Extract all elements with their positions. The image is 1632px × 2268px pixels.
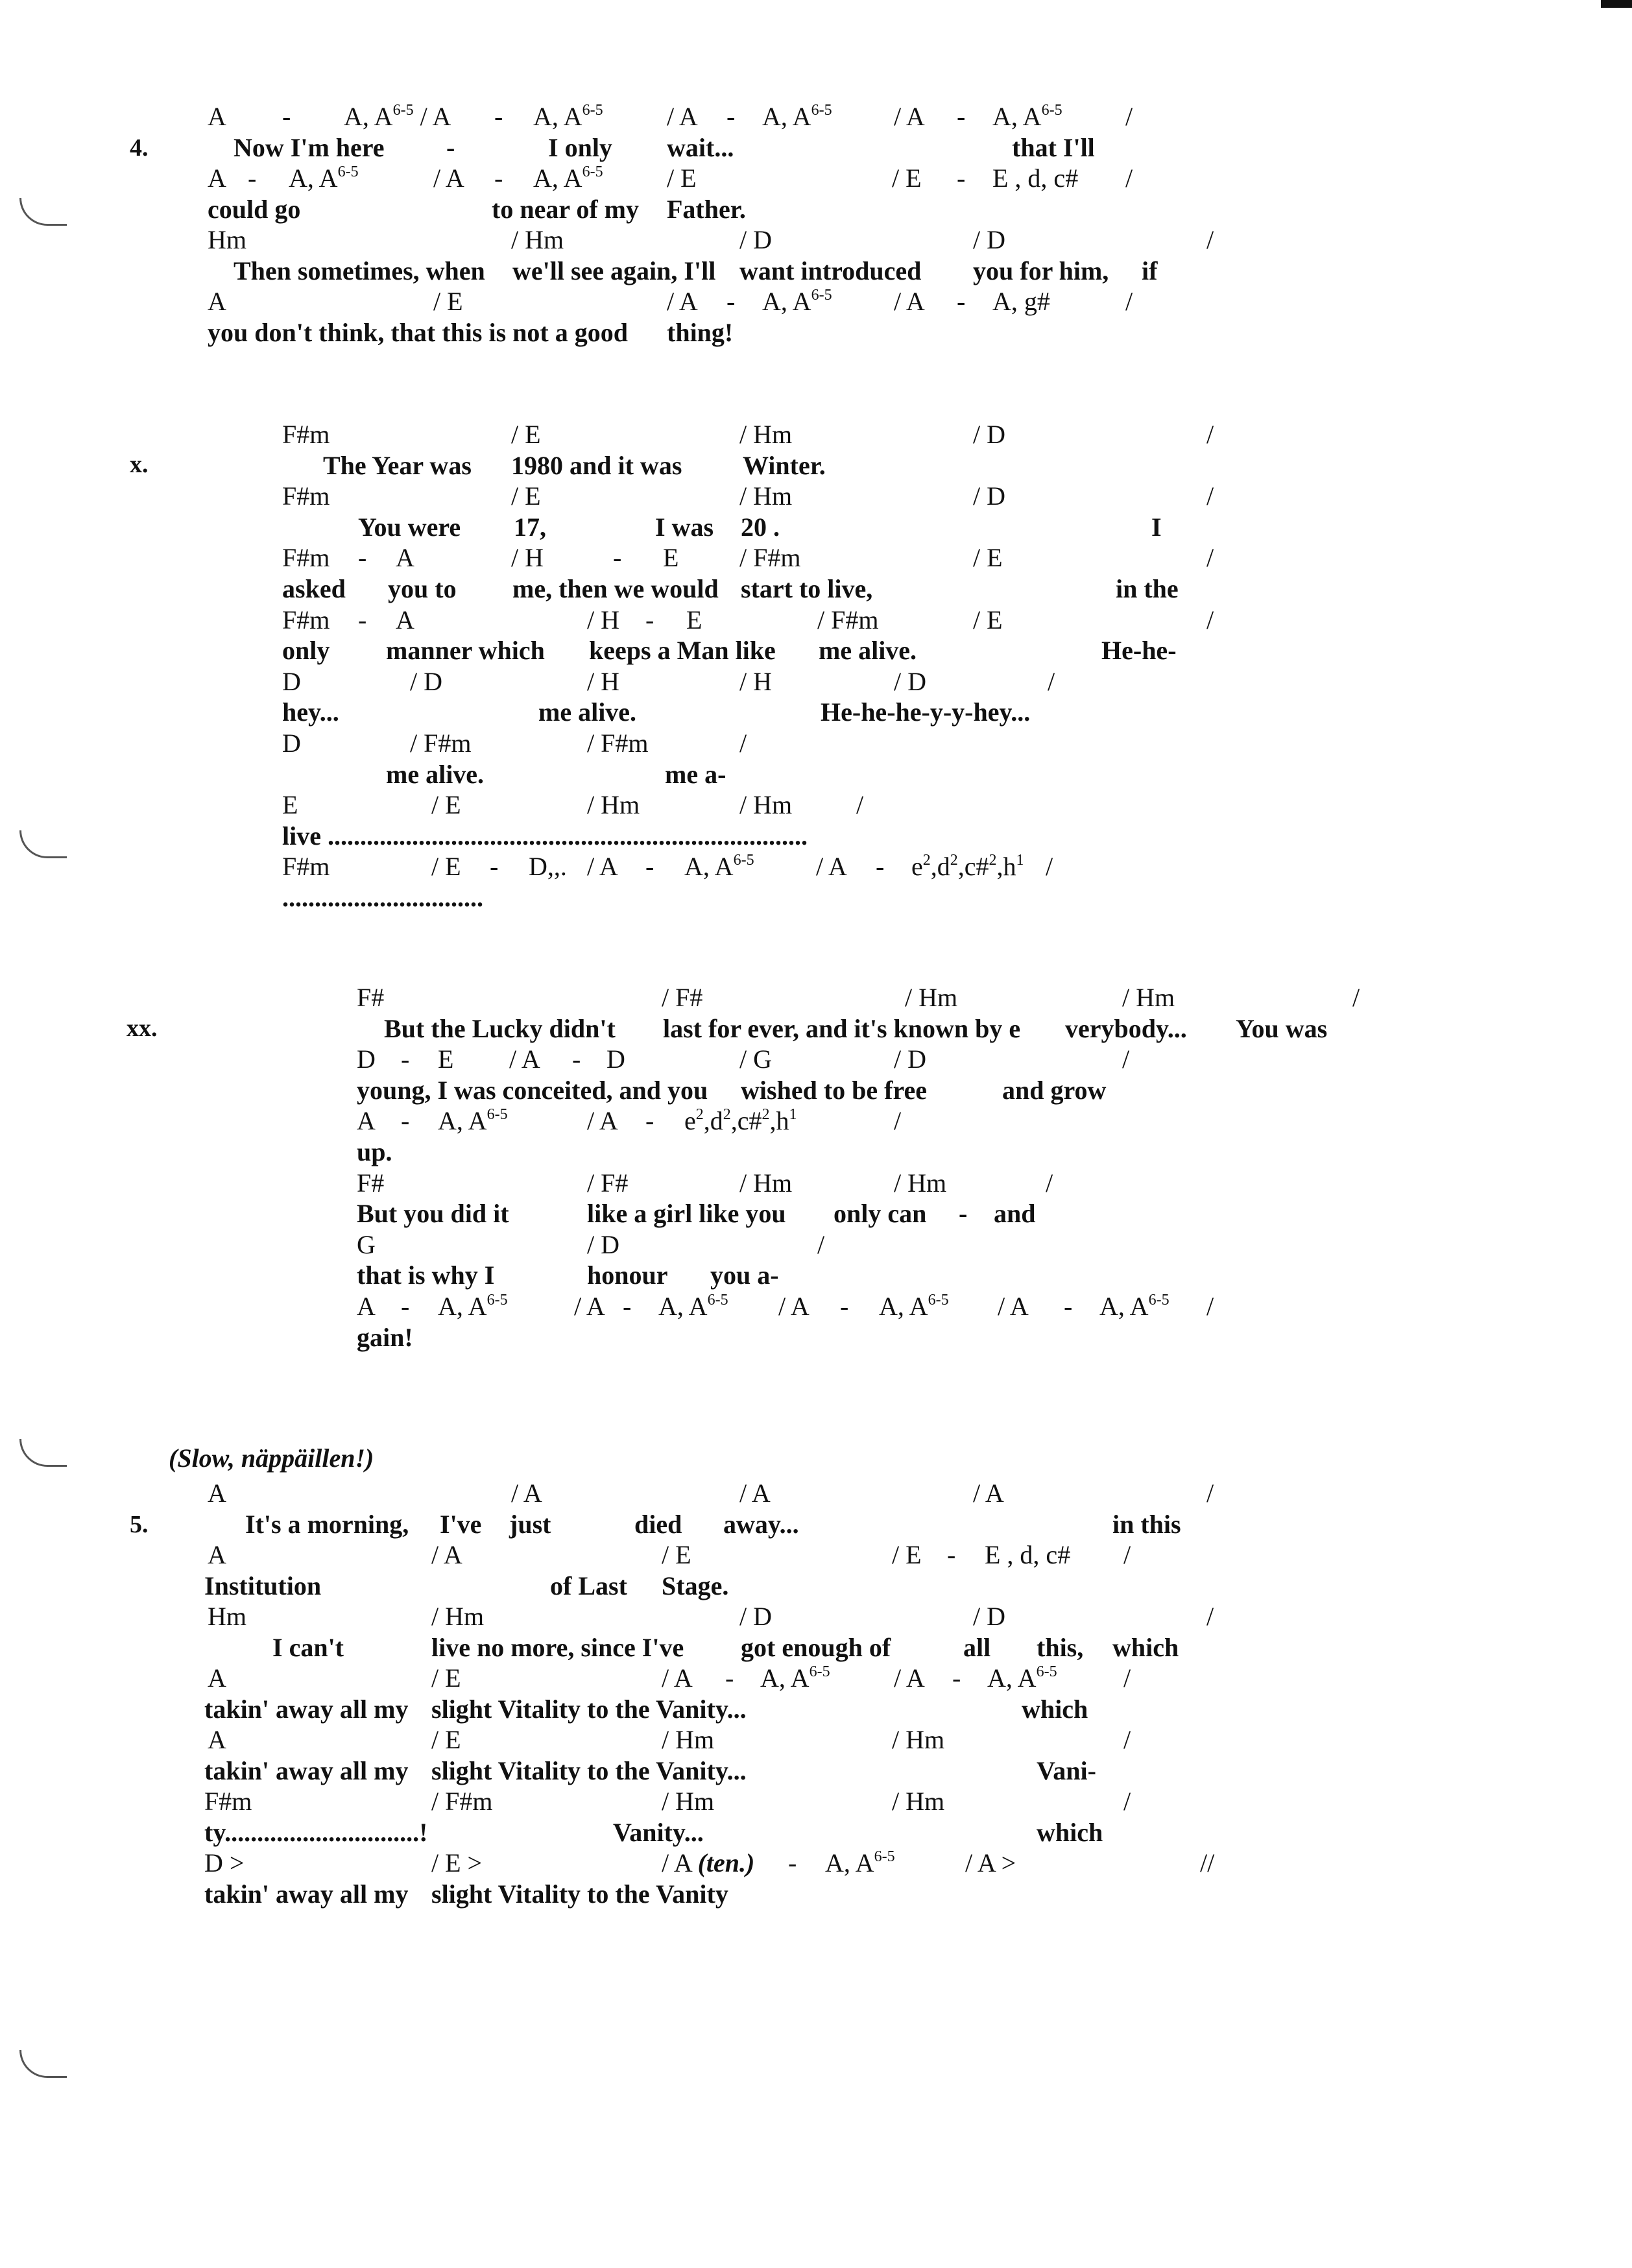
chord-symbol: / A (ten.) — [662, 1848, 755, 1877]
chord-symbol: / — [1206, 1292, 1214, 1321]
chord-symbol: / — [1206, 481, 1214, 511]
chord-symbol: / D — [973, 481, 1005, 511]
chord-symbol: - — [572, 1044, 581, 1074]
chord-symbol: / Hm — [894, 1168, 947, 1198]
lyric-text: wished to be free — [741, 1075, 927, 1105]
lyric-text: like a girl like you — [587, 1199, 786, 1229]
chord-symbol: / — [739, 729, 747, 758]
chord-symbol: / A — [574, 1292, 605, 1321]
lyric-text: of Last — [550, 1571, 627, 1600]
chord-symbol: / D — [410, 666, 442, 696]
chord-symbol: / Hm — [662, 1725, 715, 1754]
chord-symbol: / A — [431, 1540, 462, 1569]
chord-symbol: A — [208, 102, 226, 131]
lyric-text: me alive. — [538, 697, 637, 727]
chord-symbol: / Hm — [587, 790, 640, 820]
chord-symbol: / E — [431, 1725, 461, 1754]
lyric-text: me a- — [665, 759, 726, 789]
lyric-text: want introduced — [739, 256, 922, 285]
chord-symbol: / G — [739, 1044, 772, 1074]
chord-symbol: - — [876, 852, 885, 882]
chord-symbol: / — [1046, 852, 1053, 882]
lyric-text: Now I'm here — [234, 132, 385, 162]
chord-symbol: / Hm — [662, 1787, 715, 1816]
chord-symbol: $e^2,d^2,c\#^2,h^1$ — [911, 852, 1024, 882]
chord-symbol: / — [1206, 420, 1214, 449]
chord-symbol: / A — [509, 1044, 540, 1074]
chord-symbol: G — [357, 1229, 376, 1259]
lyric-text: and — [994, 1199, 1036, 1229]
lyric-line — [0, 1318, 1427, 1357]
lyric-text: live .......................................................................... — [282, 821, 808, 850]
chord-symbol: / — [1125, 163, 1133, 193]
chord-symbol: A — [208, 1478, 226, 1508]
chord-symbol: / — [1048, 666, 1055, 696]
chord-symbol: A — [396, 605, 414, 634]
chord-symbol: / A — [778, 1292, 810, 1321]
chord-symbol: F#m — [204, 1787, 252, 1816]
verse-label: 4. — [130, 134, 149, 162]
chord-symbol: / D — [587, 1229, 619, 1259]
chord-symbol: / A — [587, 1106, 618, 1136]
chord-symbol: - — [401, 1106, 410, 1136]
chord-symbol: A, $A^{6-5}$ — [825, 1848, 895, 1877]
chord-symbol: F#m — [282, 852, 330, 882]
chord-symbol: / F# — [587, 1168, 629, 1198]
chord-symbol: / Hm — [739, 1168, 793, 1198]
lyric-text: gain! — [357, 1322, 413, 1352]
lyric-text: me alive. — [819, 636, 917, 666]
chord-symbol: / A — [433, 163, 464, 193]
chord-symbol: A, $A^{6-5}$ — [658, 1292, 728, 1321]
chord-symbol: / F#m — [817, 605, 879, 634]
chord-symbol: A, $A^{6-5}$ — [533, 163, 603, 193]
chord-symbol: / H — [587, 605, 619, 634]
chord-symbol: F# — [357, 1168, 385, 1198]
chord-symbol: E — [282, 790, 298, 820]
binder-hole-mark — [19, 2050, 67, 2078]
chord-symbol: A, $A^{6-5}$ — [289, 163, 359, 193]
chord-symbol: / A — [662, 1663, 693, 1693]
lyric-text: we'll see again, I'll — [512, 256, 716, 285]
chord-symbol: A, $A^{6-5}$ — [533, 102, 603, 131]
lyric-text: I can't — [272, 1632, 344, 1662]
chord-symbol: A, $A^{6-5}$ / A — [344, 102, 451, 131]
lyric-text: hey... — [282, 697, 339, 727]
chord-symbol: / — [1123, 1725, 1131, 1754]
lyric-text: you to — [388, 574, 457, 603]
chord-symbol: E , d, c# — [992, 163, 1079, 193]
chord-symbol: - — [401, 1292, 410, 1321]
chord-symbol: / D — [894, 1044, 926, 1074]
chord-symbol: / E — [511, 420, 541, 449]
chord-symbol: / Hm — [739, 420, 793, 449]
chord-symbol: / Hm — [739, 790, 793, 820]
chord-symbol: / D — [973, 1602, 1005, 1631]
chord-symbol: / — [1206, 543, 1214, 573]
chord-symbol: / Hm — [905, 983, 958, 1012]
lyric-text: up. — [357, 1137, 392, 1166]
chord-symbol: - — [494, 102, 503, 131]
chord-symbol: A, $A^{6-5}$ — [684, 852, 754, 882]
lyric-text: You was — [1236, 1013, 1328, 1043]
lyric-text: 20 . — [741, 512, 780, 542]
chord-symbol: A, $A^{6-5}$ — [438, 1292, 508, 1321]
chord-symbol: A, $A^{6-5}$ — [1099, 1292, 1170, 1321]
chord-symbol: / A — [894, 102, 925, 131]
chord-symbol: / F#m — [587, 729, 649, 758]
chord-symbol: / — [1046, 1168, 1053, 1198]
chord-symbol: / A — [667, 287, 698, 316]
lyric-text: He-he- — [1101, 636, 1177, 666]
lyric-text: to near of my — [492, 194, 639, 224]
lyric-text: Then sometimes, when — [234, 256, 485, 285]
chord-symbol: A, $A^{6-5}$ — [987, 1663, 1057, 1693]
chord-symbol: / E — [662, 1540, 691, 1569]
chord-symbol: / Hm — [431, 1602, 485, 1631]
chord-symbol: / — [1123, 1663, 1131, 1693]
lyric-text: Stage. — [662, 1571, 729, 1600]
lyric-text: that I'll — [1012, 132, 1095, 162]
chord-symbol: / D — [739, 225, 772, 254]
chord-symbol: D — [606, 1044, 625, 1074]
chord-symbol: / E — [973, 543, 1003, 573]
chord-symbol: / — [1206, 605, 1214, 634]
lyric-text: in the — [1116, 574, 1179, 603]
lyric-line — [0, 878, 1427, 917]
chord-symbol: - — [248, 163, 257, 193]
chord-symbol: / Hm — [511, 225, 564, 254]
chord-symbol: / — [1122, 1044, 1130, 1074]
lyric-text: The Year was — [323, 450, 472, 480]
chord-symbol: $e^2,d^2,c\#^2,h^1$ — [684, 1106, 797, 1136]
lyric-text: honour — [587, 1261, 668, 1290]
chord-symbol: / F#m — [739, 543, 801, 573]
lyric-text: that is why I — [357, 1261, 495, 1290]
chord-symbol: F#m — [282, 420, 330, 449]
chord-symbol: / F#m — [410, 729, 472, 758]
chord-symbol: / — [1123, 1540, 1131, 1569]
lyric-text: only — [282, 636, 330, 666]
chord-symbol: F#m — [282, 481, 330, 511]
lyric-text: It's a morning, — [245, 1509, 409, 1539]
lyric-text: Institution — [204, 1571, 322, 1600]
lyric-text: verybody... — [1065, 1013, 1187, 1043]
chord-symbol: - — [490, 852, 499, 882]
chord-symbol: / E > — [431, 1848, 483, 1877]
chord-symbol: F#m — [282, 605, 330, 634]
lyric-text: ty..............................! — [204, 1817, 428, 1847]
chord-symbol: - — [1064, 1292, 1073, 1321]
chord-symbol: D,,. — [529, 852, 567, 882]
chord-symbol: A, $A^{6-5}$ — [992, 102, 1062, 131]
chord-symbol: / E — [667, 163, 697, 193]
chord-symbol: - — [645, 605, 654, 634]
lyric-text: asked — [282, 574, 346, 603]
chord-symbol: - — [358, 605, 367, 634]
chord-symbol: / H — [739, 666, 772, 696]
chord-symbol: / A > — [965, 1848, 1016, 1877]
lyric-text: live no more, since I've — [431, 1632, 684, 1662]
lyric-text: this, — [1037, 1632, 1084, 1662]
chord-symbol: / — [1206, 225, 1214, 254]
chord-symbol: - — [947, 1540, 956, 1569]
chord-symbol: / A — [998, 1292, 1029, 1321]
chord-symbol: / D — [894, 666, 926, 696]
lyric-text: takin' away all my — [204, 1755, 409, 1785]
chord-symbol: / — [817, 1229, 825, 1259]
chord-symbol: A — [208, 287, 226, 316]
chord-symbol: A, $A^{6-5}$ — [879, 1292, 949, 1321]
lyric-text: 1980 and it was — [511, 450, 682, 480]
lyric-text: if — [1142, 256, 1158, 285]
chord-symbol: - — [645, 852, 654, 882]
lyric-text: Vani- — [1037, 1755, 1096, 1785]
chord-symbol: / — [1206, 1602, 1214, 1631]
chord-symbol: D > — [204, 1848, 245, 1877]
lyric-line — [0, 1875, 1427, 1914]
chord-symbol: / — [894, 1106, 902, 1136]
lyric-text: just — [509, 1509, 551, 1539]
chord-symbol: - — [494, 163, 503, 193]
lyric-text: I was — [655, 512, 714, 542]
lyric-text: Father. — [667, 194, 746, 224]
chord-symbol: / H — [511, 543, 544, 573]
chord-symbol: / — [1125, 102, 1133, 131]
chord-symbol: / — [1125, 287, 1133, 316]
chord-symbol: - — [957, 102, 966, 131]
lyric-text: could go — [208, 194, 301, 224]
chord-symbol: / D — [739, 1602, 772, 1631]
chord-symbol: / E — [973, 605, 1003, 634]
chord-symbol: A — [357, 1292, 376, 1321]
chord-symbol: - — [726, 287, 736, 316]
chord-symbol: / E — [433, 287, 463, 316]
lyric-text: I only — [548, 132, 612, 162]
chord-symbol: - — [957, 287, 966, 316]
lyric-text: in this — [1112, 1509, 1181, 1539]
binder-hole-mark — [19, 1439, 67, 1467]
chord-symbol: A, g# — [992, 287, 1050, 316]
chord-symbol: A — [396, 543, 414, 573]
chord-symbol: D — [357, 1044, 376, 1074]
chord-symbol: / A — [739, 1478, 771, 1508]
chord-symbol: - — [623, 1292, 632, 1321]
lyric-text: slight Vitality to the Vanity... — [431, 1694, 747, 1724]
chord-symbol: E — [663, 543, 679, 573]
chord-symbol: / Hm — [892, 1787, 945, 1816]
verse-label: 5. — [130, 1511, 149, 1538]
lyric-text: keeps a Man like — [589, 636, 776, 666]
lyric-text: young, I was conceited, and you — [357, 1075, 708, 1105]
lyric-text: slight Vitality to the Vanity... — [431, 1755, 747, 1785]
lyric-text: and grow — [1002, 1075, 1107, 1105]
lyric-text: died — [634, 1509, 682, 1539]
chord-symbol: / D — [973, 225, 1005, 254]
corner-mark — [1601, 0, 1632, 8]
lyric-text: manner which — [386, 636, 545, 666]
chord-symbol: / Hm — [1122, 983, 1175, 1012]
chord-symbol: - — [282, 102, 291, 131]
chord-symbol: / F#m — [431, 1787, 493, 1816]
chord-symbol: A, $A^{6-5}$ — [438, 1106, 508, 1136]
lyric-text: I've — [440, 1509, 482, 1539]
chord-symbol: / A — [587, 852, 618, 882]
chord-symbol: A, $A^{6-5}$ — [760, 1663, 830, 1693]
chord-symbol: A — [208, 1540, 226, 1569]
chord-symbol: A — [357, 1106, 376, 1136]
lyric-text: But you did it — [357, 1199, 509, 1229]
chord-symbol: / E — [431, 852, 461, 882]
chord-symbol: - — [840, 1292, 849, 1321]
chord-symbol: // — [1200, 1848, 1215, 1877]
chord-symbol: - — [725, 1663, 734, 1693]
lyric-text: last for ever, and it's known by e — [663, 1013, 1021, 1043]
chord-symbol: / A — [894, 1663, 925, 1693]
chord-symbol: / — [1352, 983, 1360, 1012]
lyric-line — [0, 313, 1427, 352]
lyric-text: start to live, — [741, 574, 873, 603]
lyric-text: Vanity... — [613, 1817, 704, 1847]
chord-symbol: / E — [892, 1540, 922, 1569]
lyric-text: away... — [723, 1509, 799, 1539]
chord-symbol: F# — [357, 983, 385, 1012]
chord-symbol: / — [856, 790, 864, 820]
lyric-text: which — [1112, 1632, 1179, 1662]
lyric-text: you for him, — [973, 256, 1109, 285]
chord-symbol: E , d, c# — [985, 1540, 1071, 1569]
chord-symbol: E — [438, 1044, 454, 1074]
lyric-text: thing! — [667, 317, 734, 347]
lyric-text: which — [1022, 1694, 1088, 1724]
chord-symbol: / H — [587, 666, 619, 696]
chord-symbol: Hm — [208, 225, 246, 254]
lyric-text: all — [963, 1632, 991, 1662]
lyric-text: takin' away all my — [204, 1694, 409, 1724]
lyric-text: ............................... — [282, 883, 483, 912]
chord-symbol: / F# — [662, 983, 703, 1012]
chord-symbol: / A — [894, 287, 925, 316]
lyric-text: - — [446, 132, 455, 162]
chord-symbol: / A — [973, 1478, 1004, 1508]
lyric-text: me alive. — [386, 759, 485, 789]
lyric-text: slight Vitality to the Vanity — [431, 1879, 728, 1909]
chord-symbol: - — [613, 543, 622, 573]
chord-symbol: / A — [667, 102, 698, 131]
chord-symbol: - — [957, 163, 966, 193]
lyric-text: Winter. — [743, 450, 826, 480]
lyric-text: only can — [834, 1199, 927, 1229]
chord-symbol: A, $A^{6-5}$ — [762, 102, 832, 131]
chord-symbol: - — [645, 1106, 654, 1136]
chord-symbol: / D — [973, 420, 1005, 449]
chord-symbol: / A — [511, 1478, 542, 1508]
lyric-text: me, then we would — [512, 574, 719, 603]
chord-symbol: A — [208, 1663, 226, 1693]
chord-symbol: / Hm — [892, 1725, 945, 1754]
chord-symbol: / E — [431, 1663, 461, 1693]
lyric-text: - — [959, 1199, 968, 1229]
verse-label: xx. — [126, 1015, 158, 1042]
chord-symbol: Hm — [208, 1602, 246, 1631]
chord-symbol: / — [1206, 1478, 1214, 1508]
chord-symbol: - — [788, 1848, 797, 1877]
lyric-text: you a- — [710, 1261, 779, 1290]
chord-symbol: - — [952, 1663, 961, 1693]
chord-symbol: / E — [431, 790, 461, 820]
chord-symbol: E — [686, 605, 702, 634]
chord-symbol: - — [358, 543, 367, 573]
lyric-text: He-he-he-y-y-hey... — [821, 697, 1031, 727]
chord-symbol: / — [1123, 1787, 1131, 1816]
chord-symbol: D — [282, 666, 301, 696]
lyric-text: got enough of — [741, 1632, 891, 1662]
lyric-text: 17, — [514, 512, 546, 542]
chord-symbol: A — [208, 1725, 226, 1754]
chord-symbol: / Hm — [739, 481, 793, 511]
chord-symbol: D — [282, 729, 301, 758]
chord-symbol: F#m — [282, 543, 330, 573]
chord-symbol: / E — [511, 481, 541, 511]
chord-symbol: - — [401, 1044, 410, 1074]
lyric-text: which — [1037, 1817, 1103, 1847]
tempo-note: (Slow, näppäillen!) — [169, 1443, 374, 1473]
chord-symbol: A, $A^{6-5}$ — [762, 287, 832, 316]
chord-symbol: / A — [816, 852, 847, 882]
lyric-text: You were — [358, 512, 461, 542]
lyric-text: you don't think, that this is not a good — [208, 317, 628, 347]
lyric-text: I — [1151, 512, 1162, 542]
chord-symbol: / E — [892, 163, 922, 193]
verse-label: x. — [130, 451, 149, 478]
lyric-text: wait... — [667, 132, 734, 162]
chord-symbol: - — [726, 102, 736, 131]
lyric-text: takin' away all my — [204, 1879, 409, 1909]
lyric-text: But the Lucky didn't — [384, 1013, 616, 1043]
chord-symbol: A — [208, 163, 226, 193]
